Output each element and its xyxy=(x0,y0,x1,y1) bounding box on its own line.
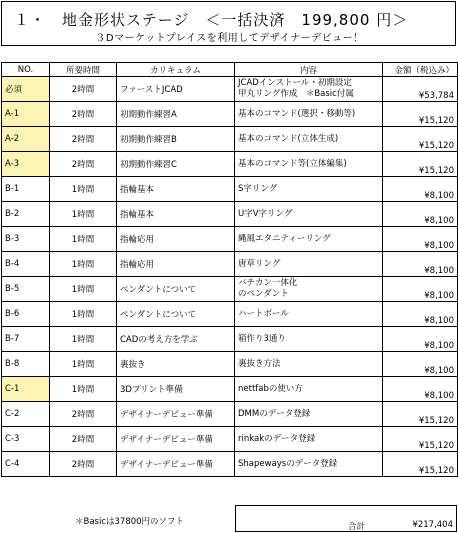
content-line: JCADインストール・初期設定 xyxy=(238,78,352,88)
cell-content xyxy=(235,202,383,227)
cell-no: B-5 xyxy=(2,277,50,302)
page-title: １・ 地金形状ステージ ＜一括決済 199,800 円＞ xyxy=(14,11,409,29)
cell-content xyxy=(235,327,383,352)
header-box xyxy=(1,1,456,46)
cell-curriculum: 初期動作練習C xyxy=(117,152,235,177)
content-line: 縄風エタニティーリング xyxy=(238,233,331,244)
cell-price: ¥15,120 xyxy=(383,152,458,177)
table-row xyxy=(2,327,458,352)
cell-content xyxy=(235,377,383,402)
cell-price: ¥15,120 xyxy=(383,452,458,477)
cell-time: 2時間 xyxy=(50,152,117,177)
cell-no: B-3 xyxy=(2,227,50,252)
content-line: U字V字リング xyxy=(238,208,293,219)
cell-content xyxy=(235,427,383,452)
cell-no: A-2 xyxy=(2,127,50,152)
table-row xyxy=(2,277,458,302)
cell-no: C-2 xyxy=(2,402,50,427)
cell-price: ¥15,120 xyxy=(383,427,458,452)
cell-content xyxy=(235,402,383,427)
table-row xyxy=(2,202,458,227)
cell-time: 2時間 xyxy=(50,402,117,427)
cell-content xyxy=(235,77,383,102)
cell-curriculum: 裏抜き xyxy=(117,352,235,377)
table-row xyxy=(2,427,458,452)
table-row xyxy=(2,77,458,102)
cell-content xyxy=(235,252,383,277)
cell-no: B-1 xyxy=(2,177,50,202)
cell-time: 1時間 xyxy=(50,227,117,252)
cell-content xyxy=(235,227,383,252)
cell-curriculum: 指輪基本 xyxy=(117,202,235,227)
cell-curriculum: 初期動作練習B xyxy=(117,127,235,152)
cell-no: B-2 xyxy=(2,202,50,227)
cell-price: ¥8,100 xyxy=(383,252,458,277)
total-box xyxy=(235,505,457,532)
table-header-row xyxy=(2,63,458,77)
cell-price: ¥8,100 xyxy=(383,327,458,352)
content-line: バチカン一体化 xyxy=(238,278,298,288)
content-line: 基本のコマンド(選択・移動等) xyxy=(238,108,356,119)
cell-curriculum: 指輪応用 xyxy=(117,227,235,252)
cell-time: 1時間 xyxy=(50,277,117,302)
cell-content xyxy=(235,302,383,327)
header-price: 金額（税込み） xyxy=(383,63,458,77)
content-line: S字リング xyxy=(238,183,278,194)
cell-no: C-3 xyxy=(2,427,50,452)
cell-time: 1時間 xyxy=(50,302,117,327)
content-line: Shapewaysのデータ登録 xyxy=(238,458,338,469)
cell-curriculum: 指輪応用 xyxy=(117,252,235,277)
total-label: 合計 xyxy=(348,522,366,532)
cell-price: ¥8,100 xyxy=(383,302,458,327)
cell-price: ¥8,100 xyxy=(383,277,458,302)
cell-curriculum: ファーストJCAD xyxy=(117,77,235,102)
cell-time: 1時間 xyxy=(50,252,117,277)
content-line: 唐草リング xyxy=(238,258,281,269)
header-curriculum: カリキュラム xyxy=(117,63,235,77)
cell-time: 1時間 xyxy=(50,377,117,402)
cell-price: ¥53,784 xyxy=(383,77,458,102)
cell-no: A-3 xyxy=(2,152,50,177)
content-line: DMMのデータ登録 xyxy=(238,408,311,419)
footnote: ＊Basicは37800円のソフト xyxy=(75,517,184,527)
table-row xyxy=(2,402,458,427)
cell-price: ¥8,100 xyxy=(383,352,458,377)
content-line: nettfabの使い方 xyxy=(238,383,303,394)
cell-price: ¥15,120 xyxy=(383,102,458,127)
cell-no: B-7 xyxy=(2,327,50,352)
cell-curriculum: デザイナーデビュー準備 xyxy=(117,402,235,427)
cell-no: B-8 xyxy=(2,352,50,377)
cell-no: C-4 xyxy=(2,452,50,477)
content-line: 箱作り3通り xyxy=(238,333,286,344)
cell-time: 1時間 xyxy=(50,202,117,227)
cell-curriculum: ペンダントについて xyxy=(117,277,235,302)
cell-price: ¥8,100 xyxy=(383,377,458,402)
table-row xyxy=(2,177,458,202)
content-line: 甲丸リング作成 ＊Basic付属 xyxy=(238,89,354,99)
cell-time: 1時間 xyxy=(50,177,117,202)
cell-price: ¥8,100 xyxy=(383,227,458,252)
cell-time: 2時間 xyxy=(50,127,117,152)
cell-content xyxy=(235,352,383,377)
header-time: 所要時間 xyxy=(50,63,117,77)
page-subtitle: ３Dマーケットプレイスを利用してデザイナーデビュー！ xyxy=(95,33,364,44)
cell-content xyxy=(235,127,383,152)
cell-content xyxy=(235,277,383,302)
content-line: 基本のコマンド(立体生成) xyxy=(238,133,339,144)
total-value: ¥217,404 xyxy=(412,520,453,530)
cell-time: 2時間 xyxy=(50,452,117,477)
cell-no: B-4 xyxy=(2,252,50,277)
content-line: のペンダント xyxy=(238,289,289,299)
cell-no: B-6 xyxy=(2,302,50,327)
cell-time: 2時間 xyxy=(50,427,117,452)
cell-curriculum: デザイナーデビュー準備 xyxy=(117,427,235,452)
table-row xyxy=(2,252,458,277)
cell-curriculum: 初期動作練習A xyxy=(117,102,235,127)
cell-time: 1時間 xyxy=(50,327,117,352)
content-line: rinkakのデータ登録 xyxy=(238,433,316,444)
cell-no: 必須 xyxy=(2,77,50,102)
cell-content xyxy=(235,177,383,202)
header-no: NO. xyxy=(2,63,50,77)
cell-content xyxy=(235,452,383,477)
cell-time: 2時間 xyxy=(50,102,117,127)
cell-content xyxy=(235,102,383,127)
cell-no: A-1 xyxy=(2,102,50,127)
table-row xyxy=(2,452,458,477)
cell-curriculum: CADの考え方を学ぶ xyxy=(117,327,235,352)
table-row xyxy=(2,152,458,177)
cell-price: ¥15,120 xyxy=(383,402,458,427)
cell-price: ¥8,100 xyxy=(383,202,458,227)
table-row xyxy=(2,127,458,152)
cell-no: C-1 xyxy=(2,377,50,402)
cell-curriculum: 指輪基本 xyxy=(117,177,235,202)
cell-time: 1時間 xyxy=(50,352,117,377)
table-row xyxy=(2,377,458,402)
table-row xyxy=(2,352,458,377)
curriculum-table xyxy=(1,62,458,477)
cell-curriculum: 3Dプリント準備 xyxy=(117,377,235,402)
table-row xyxy=(2,302,458,327)
content-line: 裏抜き方法 xyxy=(238,358,281,369)
content-line: 基本のコマンド等(立体編集) xyxy=(238,158,347,169)
cell-curriculum: ペンダントについて xyxy=(117,302,235,327)
cell-price: ¥15,120 xyxy=(383,127,458,152)
header-content: 内容 xyxy=(235,63,383,77)
table-row xyxy=(2,102,458,127)
cell-price: ¥8,100 xyxy=(383,177,458,202)
content-line: ハートボール xyxy=(238,308,289,319)
cell-time: 2時間 xyxy=(50,77,117,102)
table-row xyxy=(2,227,458,252)
cell-content xyxy=(235,152,383,177)
cell-curriculum: デザイナーデビュー準備 xyxy=(117,452,235,477)
